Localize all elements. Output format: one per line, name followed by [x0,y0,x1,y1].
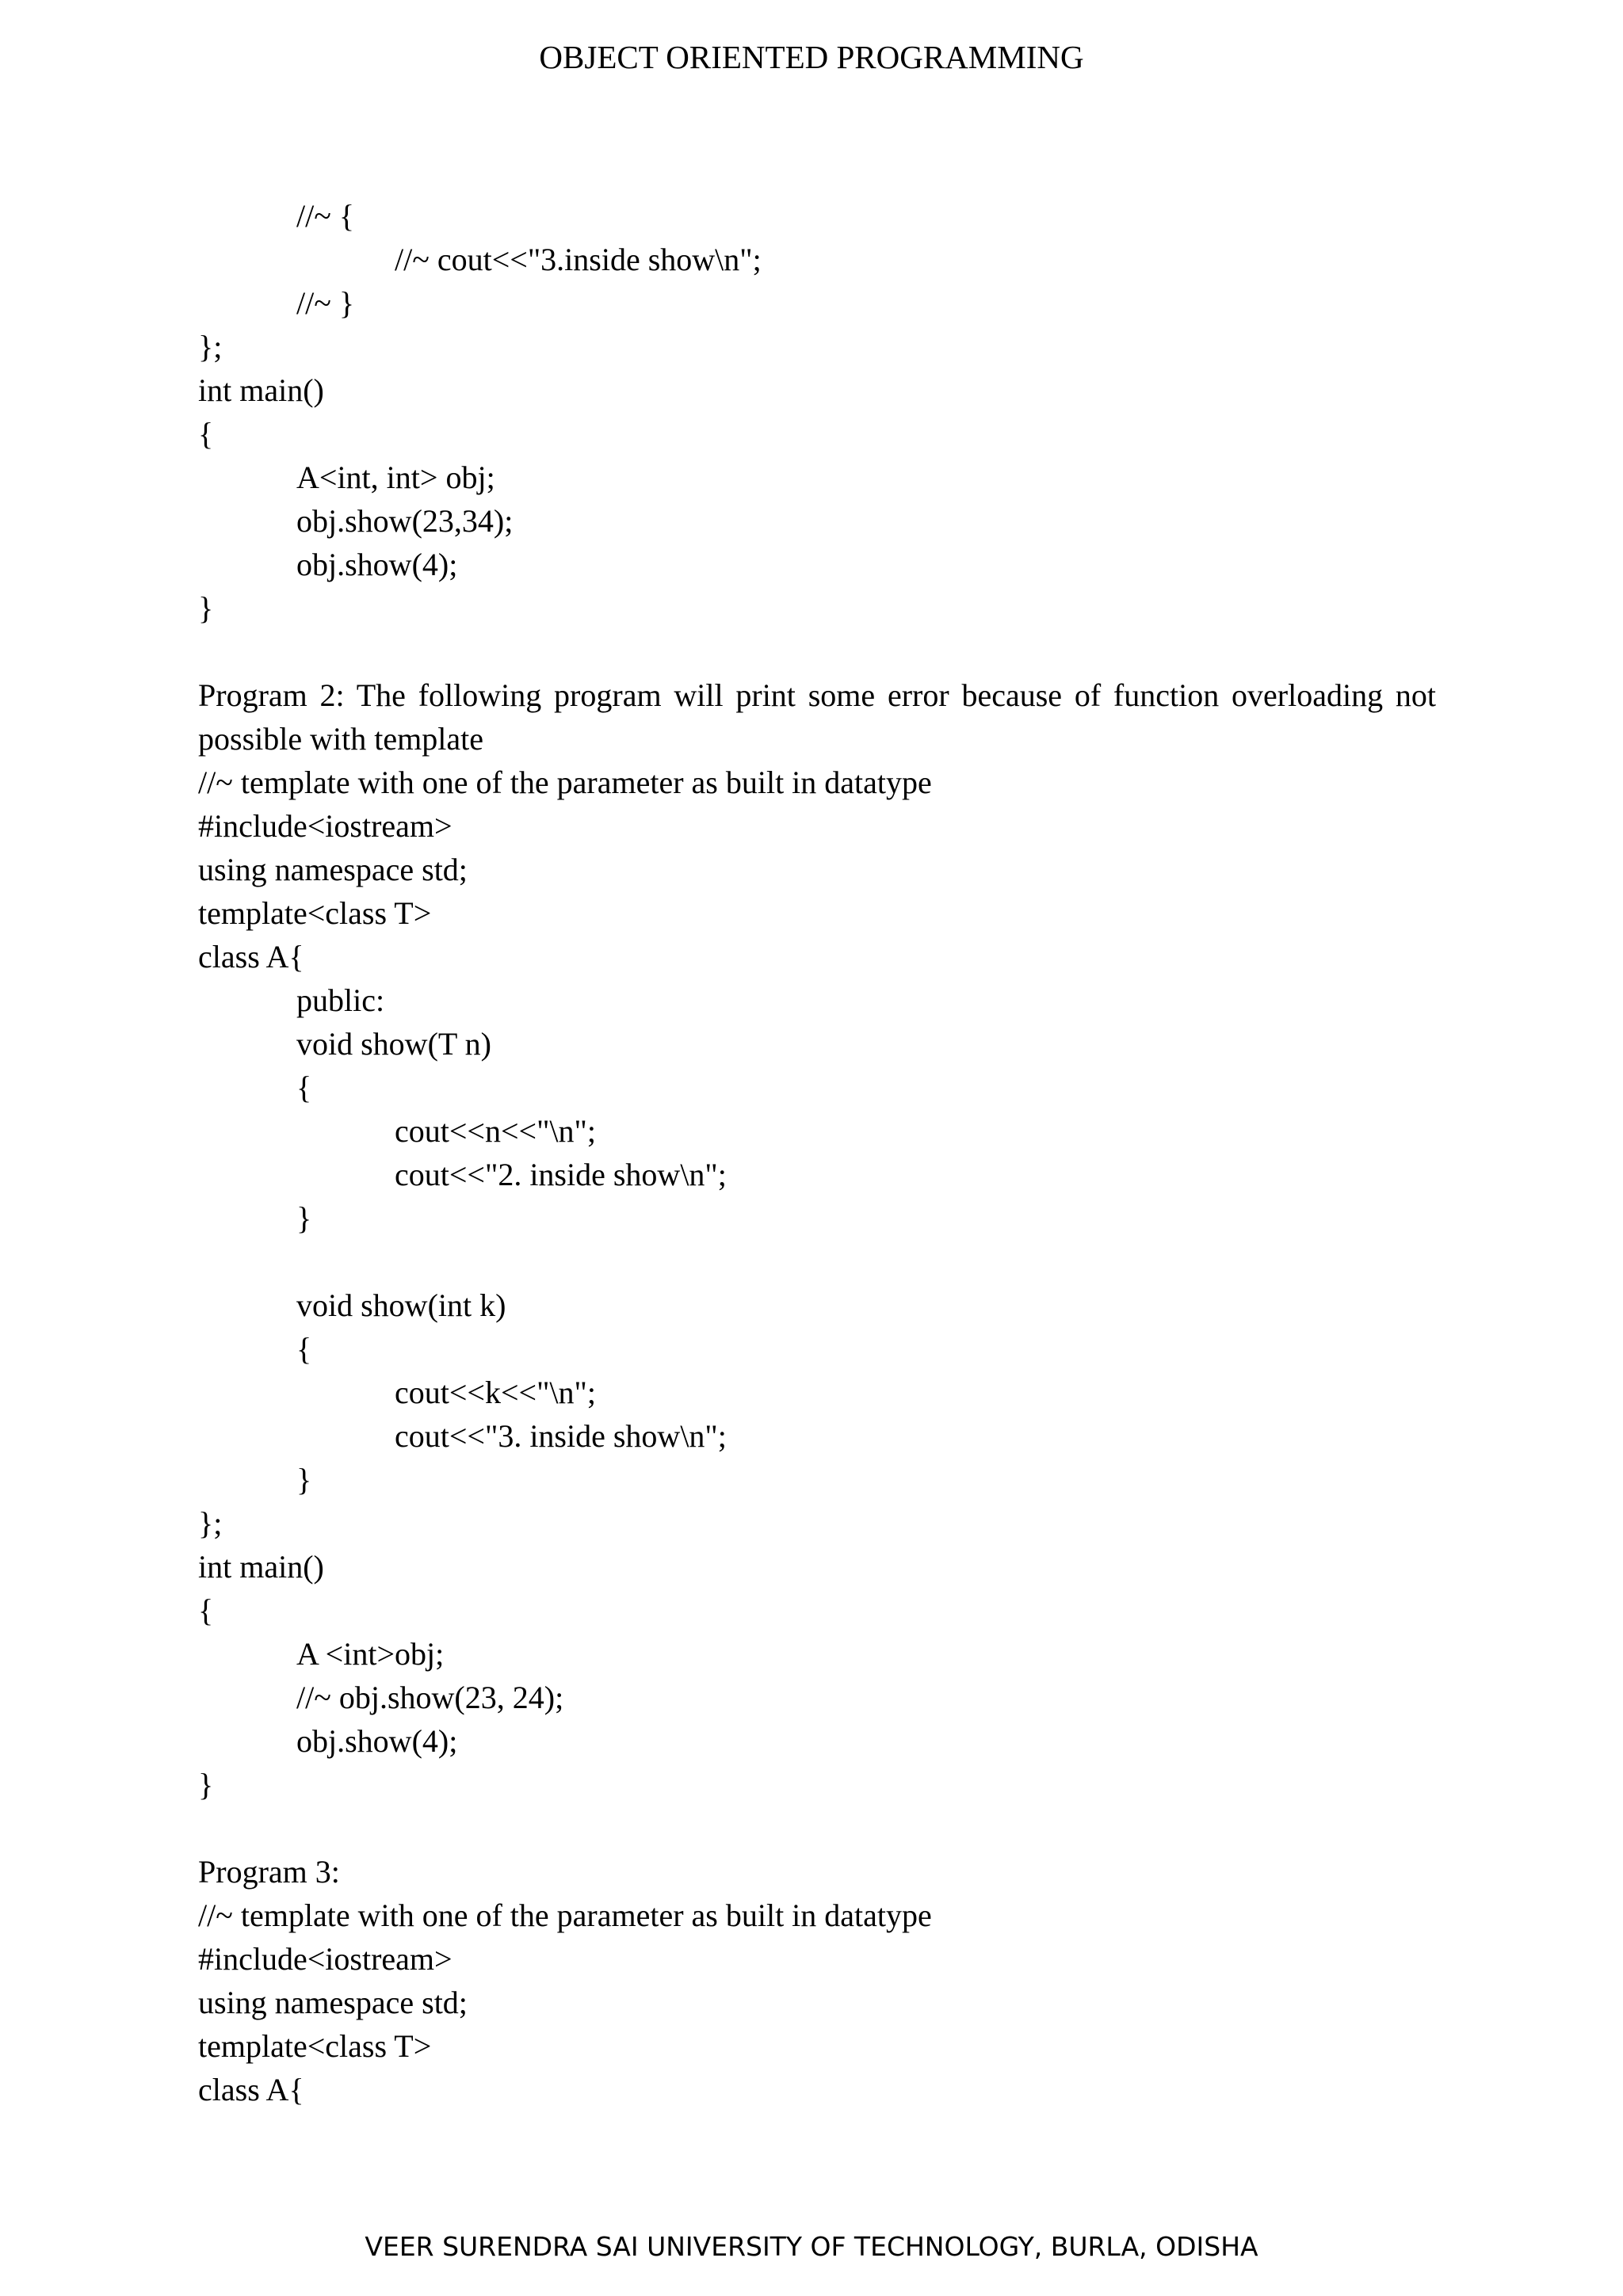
code-line: } [296,1462,312,1497]
code-line: class A{ [198,939,304,974]
code-line: A<int, int> obj; [296,460,495,495]
code-line: cout<<n<<"\n"; [395,1113,596,1149]
program-2-description: Program 2: The following program will print some error because of function overloading not possible with template [198,677,1436,757]
code-line: } [296,1200,312,1236]
code-line: obj.show(4); [296,1723,458,1759]
code-line: cout<<"2. inside show\n"; [395,1157,727,1192]
code-line: //~ obj.show(23, 24); [296,1680,564,1715]
code-line: { [198,416,214,452]
code-line: cout<<"3. inside show\n"; [395,1418,727,1454]
code-line: void show(int k) [296,1287,506,1323]
code-line: #include<iostream> [198,808,453,844]
code-line: } [198,1767,214,1802]
code-line: class A{ [198,2072,304,2107]
code-line: { [296,1331,312,1367]
code-line: { [198,1592,214,1628]
code-line: int main() [198,1549,324,1585]
page-header: OBJECT ORIENTED PROGRAMMING [539,39,1084,75]
program-3-title: Program 3: [198,1854,340,1890]
spacer [198,1240,1436,1283]
code-line: using namespace std; [198,1985,468,2020]
spacer [198,630,1436,673]
document-body [198,194,1436,2111]
code-line: //~ { [296,198,355,234]
code-line: #include<iostream> [198,1941,453,1977]
code-line: //~ template with one of the parameter as built in datatype [198,1897,932,1933]
code-line: A <int>obj; [296,1636,445,1672]
code-line: using namespace std; [198,852,468,887]
code-line: obj.show(23,34); [296,503,514,539]
code-line: int main() [198,372,324,408]
code-line: cout<<k<<"\n"; [395,1375,596,1410]
code-line: //~ } [296,285,355,321]
code-line: //~ template with one of the parameter as built in datatype [198,765,932,800]
code-line: //~ cout<<"3.inside show\n"; [395,242,762,277]
code-line: obj.show(4); [296,547,458,582]
spacer [198,1806,1436,1850]
code-line: }; [198,329,223,364]
code-line: template<class T> [198,2028,432,2064]
code-line: }; [198,1505,223,1541]
code-line: } [198,590,214,626]
code-line: void show(T n) [296,1026,491,1062]
code-line: { [296,1070,312,1105]
page-footer: VEER SURENDRA SAI UNIVERSITY OF TECHNOLOGY, BURLA, ODISHA [365,2231,1258,2262]
code-line: public: [296,982,385,1018]
code-line: template<class T> [198,895,432,931]
